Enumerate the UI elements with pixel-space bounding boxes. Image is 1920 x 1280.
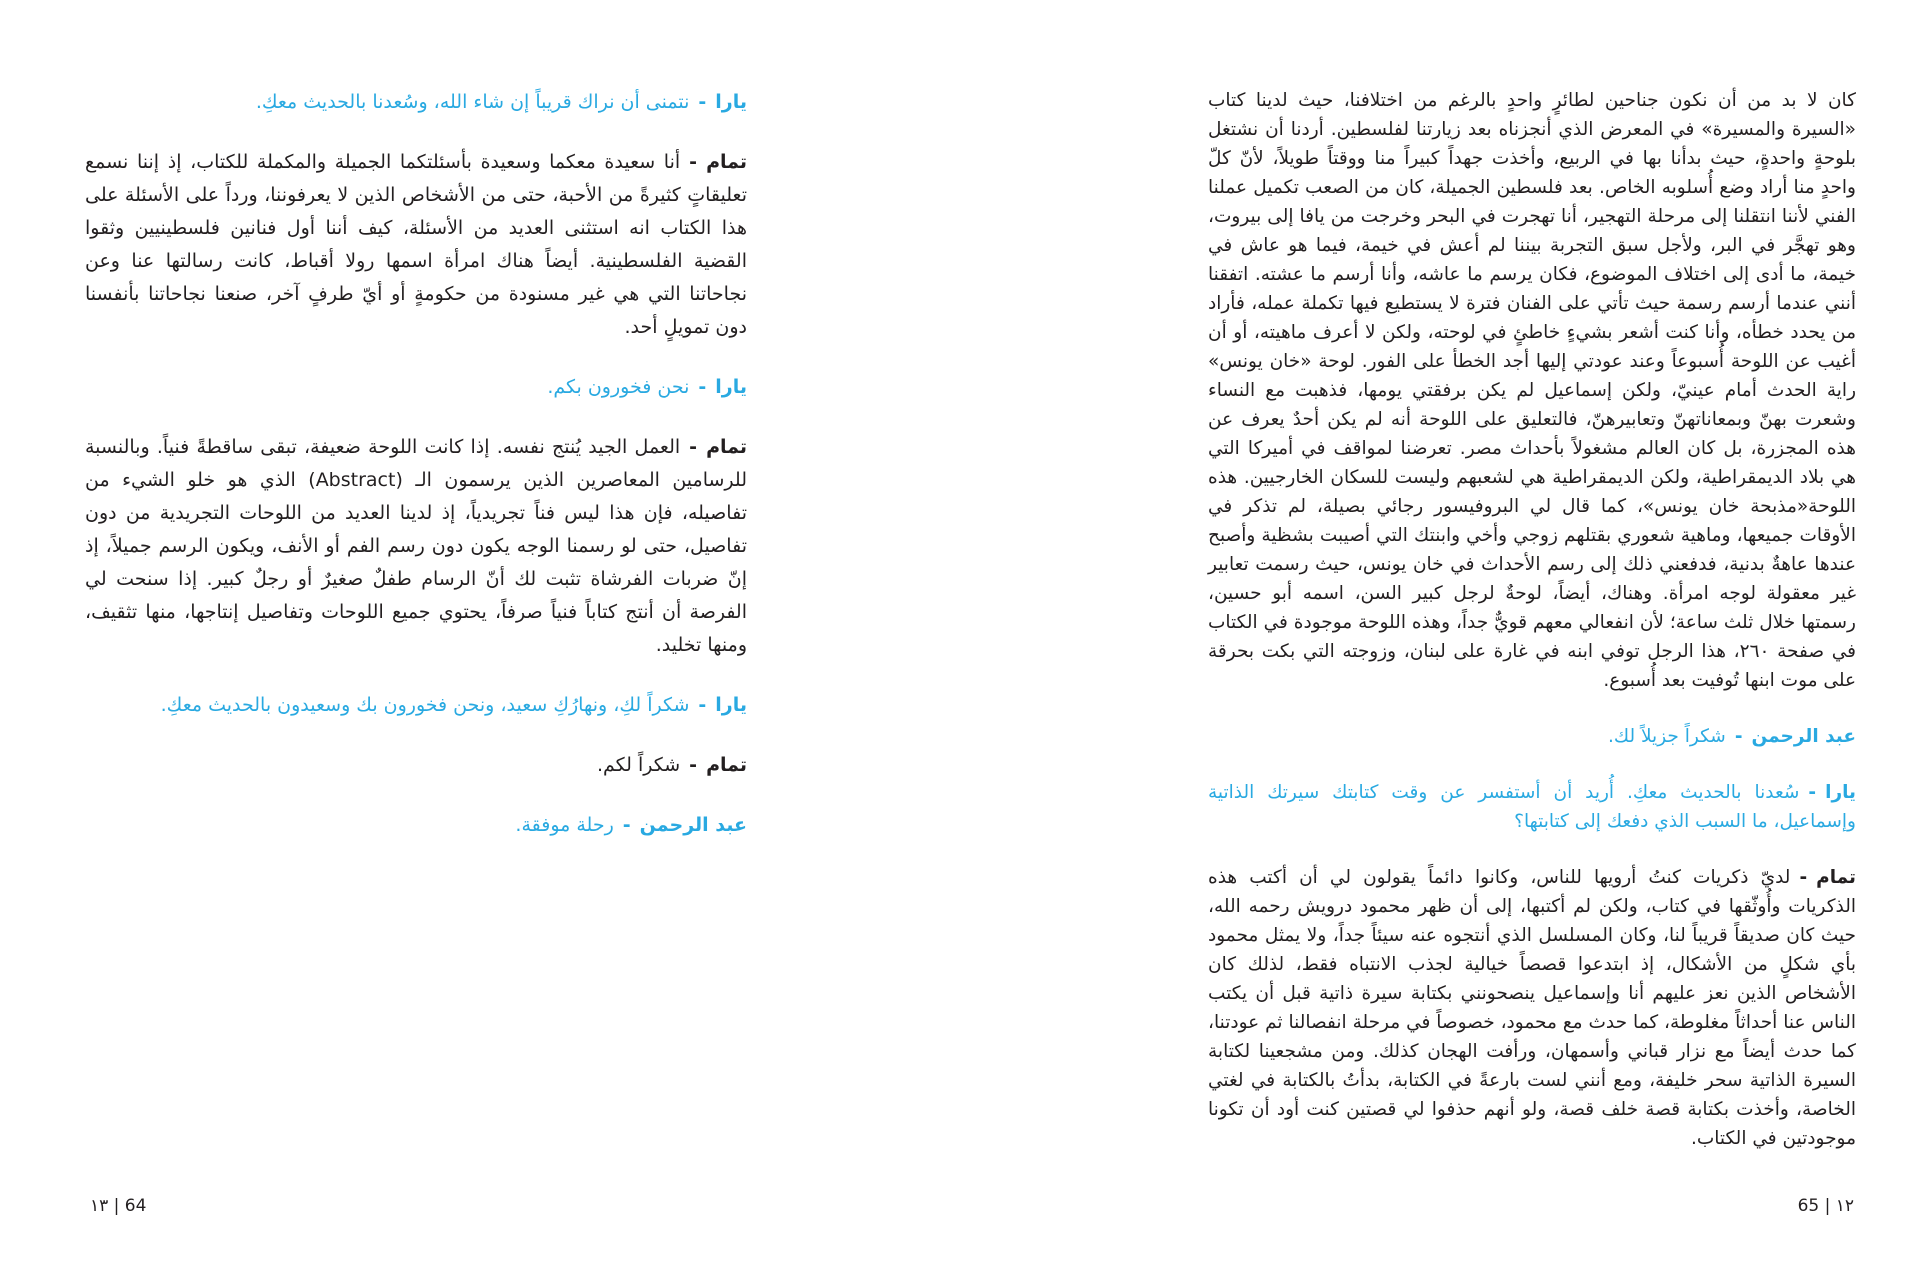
dialogue-text: شكراً جزيلاً لك. — [1608, 726, 1726, 747]
speaker-name: تمام — [1816, 867, 1856, 888]
dialogue-block — [85, 371, 747, 404]
dialogue-text: شكراً لكم. — [596, 754, 681, 776]
speaker-name: عبد الرحمن — [1751, 726, 1856, 747]
dialogue-block — [85, 431, 747, 662]
dialogue-block — [1208, 778, 1856, 836]
speaker-dash: - — [1808, 782, 1817, 803]
speaker-name: تمام — [706, 754, 747, 776]
dialogue-block — [85, 146, 747, 344]
speaker-dash: - — [698, 91, 707, 113]
speaker-dash: - — [698, 694, 707, 716]
speaker-name: يارا — [715, 694, 747, 716]
dialogue-block — [85, 809, 747, 842]
dialogue-text: نتمنى أن نراك قريباً إن شاء الله، وسُعدنا بالحديث معكِ. — [255, 91, 690, 113]
speaker-dash: - — [1799, 867, 1808, 888]
dialogue-block — [85, 86, 747, 119]
speaker-dash: - — [1734, 726, 1743, 747]
right-page-text-column — [1208, 86, 1856, 1180]
speaker-name: تمام — [706, 151, 747, 173]
dialogue-text: لديّ ذكريات كنتُ أرويها للناس، وكانوا دائماً يقولون لي أن أكتب هذه الذكريات وأُوثّقها في كتاب، ولكن لم أكتبها، إلى أن ظهر محمود درويش رحمه الله، حيث كان صديقاً قريباً لنا، وكان المسلسل الذي أنتجوه عنه سيئاً جداً، ولا يمثل محمود بأي شكلٍ من الأشكال، إذ ابتدعوا قصصاً خيالية لجذب الانتباه فقط، لذلك كان الأشخاص الذين نعز عليهم أنا وإسماعيل ينصحونني بكتابة سيرة ذاتية قبل أن يكتب الناس عنا أحداثاً مغلوطة، كما حدث مع محمود، خصوصاً في مرحلة انفصالنا ثم عودتنا، كما حدث أيضاً مع نزار قباني وأسمهان، ورأفت الهجان كذلك. ومن مشجعينا لكتابة السيرة الذاتية سحر خليفة، ومع أنني لست بارعةً في الكتابة، بدأتُ بالكتابة في لغتي الخاصة، وأخذت بكتابة قصة خلف قصة، ولو أنهم حذفوا لي قصتين كنت أود أن تكونا موجودتين في الكتاب. — [1208, 867, 1856, 1149]
dialogue-text: رحلة موفقة. — [515, 814, 614, 836]
right-page-number: 65 | ١٢ — [1797, 1196, 1854, 1216]
speaker-dash: - — [622, 814, 631, 836]
speaker-name: تمام — [706, 436, 747, 458]
left-page-number: ١٣ | 64 — [90, 1196, 147, 1216]
dialogue-block — [1208, 722, 1856, 751]
speaker-dash: - — [698, 376, 707, 398]
dialogue-text: نحن فخورون بكم. — [547, 376, 690, 398]
dialogue-block — [1208, 863, 1856, 1153]
dialogue-text: شكراً لكِ، ونهارُكِ سعيد، ونحن فخورون بك وسعيدون بالحديث معكِ. — [160, 694, 690, 716]
left-page-text-column — [85, 86, 747, 869]
speaker-dash: - — [689, 436, 698, 458]
dialogue-text: كان لا بد من أن نكون جناحين لطائرٍ واحدٍ بالرغم من اختلافنا، حيث لدينا كتاب «السيرة والمسيرة» في المعرض الذي أنجزناه بعد زيارتنا لفلسطين. أردنا أن نشتغل بلوحةٍ واحدةٍ، حيث بدأنا بها في الربيع، وأخذت جهداً كبيراً منا ووقتاً طويلاً، لأنّ كلّ واحدٍ منا أراد وضع أُسلوبه الخاص. بعد فلسطين الجميلة، كان من الصعب تكميل عملنا الفني لأننا انتقلنا إلى مرحلة التهجير، أنا تهجرت في البحر وخرجت من يافا إلى بيروت، وهو تهجَّر في البر، ولأجل سبق التجربة بيننا لم أعش في خيمة، فيما هو عاش في خيمة، ما أدى إلى اختلاف الموضوع، فكان يرسم ما عاشه، وأنا أرسم ما عشته. اتفقنا أنني عندما أرسم رسمة حيث تأتي على الفنان فترة لا يستطيع فيها تكملة عمله، فأراد من يحدد خطأه، وأنا كنت أشعر بشيءٍ خاطئٍ في لوحته، ولكن لا أعرف ماهيته، أو أن أغيب عن اللوحة أُسبوعاً وعند عودتي إليها أجد الخطأ على الفور. لوحة «خان يونس» راية الحدث أمام عينيّ، ولكن إسماعيل لم يكن برفقتي يومها، فذهبت مع النساء وشعرت بهنّ وبمعاناتهنّ وتعابيرهنّ، فالتعليق على اللوحة أنه لم يكن أحدٌ يعرف عن هذه المجزرة، بل كان العالم مشغولاً بأحداث مصر. تعرضنا لمواقف في أميركا التي هي بلاد الديمقراطية، ولكن الديمقراطية هي لشعبهم وليست للسكان الخارجيين. هذه اللوحة«مذبحة خان يونس»، كما قال لي البروفيسور رجائي بصيلة، لم تذكر في الأوقات جميعها، وماهية شعوري بقتلهم زوجي وأخي وابنتك التي أصيبت بشظية وأصبح عندها عاهةٌ بدنية، فدفعني ذلك إلى رسم الأحداث في خان يونس، حيث رسمت تعابير غير معقولة لوجه امرأة. وهناك، أيضاً، لوحةٌ لرجل كبير السن، اسمه أبو حسين، رسمتها خلال ثلث ساعة؛ لأن انفعالي معهم قويٌّ جداً، وهذه اللوحة موجودة في الكتاب في صفحة ٢٦٠، هذا الرجل توفي ابنه في غارة على لبنان، وزوجته التي بكت بحرقة على موت ابنها تُوفيت بعد أُسبوع. — [1208, 90, 1856, 691]
dialogue-text: سُعدنا بالحديث معكِ. أُريد أن أستفسر عن وقت كتابتك سيرتك الذاتية وإسماعيل، ما السبب الذي دفعك إلى كتابتها؟ — [1208, 782, 1856, 832]
dialogue-block — [85, 749, 747, 782]
dialogue-text: العمل الجيد يُنتج نفسه. إذا كانت اللوحة ضعيفة، تبقى ساقطةً فنياً. وبالنسبة للرسامين المعاصرين الذين يرسمون الـ (Abstract) الذي هو خلو الشيء من تفاصيله، فإن هذا ليس فناً تجريدياً، إذ لدينا العديد من اللوحات التجريدية من دون تفاصيل، حتى لو رسمنا الوجه يكون دون رسم الفم أو الأنف، ويكون الرسم جميلاً، إذ إنّ ضربات الفرشاة تثبت لك أنّ الرسام طفلٌ صغيرٌ أو رجلٌ كبير. إذا سنحت لي الفرصة أن أنتج كتاباً فنياً صرفاً، يحتوي جميع اللوحات وتفاصيل إنتاجها، منها تثقيف، ومنها تخليد. — [85, 436, 747, 656]
speaker-name: عبد الرحمن — [639, 814, 747, 836]
speaker-dash: - — [689, 754, 698, 776]
speaker-name: يارا — [715, 376, 747, 398]
dialogue-text: أنا سعيدة معكما وسعيدة بأسئلتكما الجميلة والمكملة للكتاب، إذ إننا نسمع تعليقاتٍ كثيرةً من الأحبة، حتى من الأشخاص الذين لا يعرفوننا، ورداً على الأسئلة على هذا الكتاب انه استثنى العديد من الأسئلة، كيف أننا أول فنانين فلسطينيين وثقوا القضية الفلسطينية. أيضاً هناك امرأة اسمها رولا أقباط، كانت رسالتها عنا وعن نجاحاتنا التي هي غير مسنودة من حكومةٍ أو أيّ طرفٍ آخر، صنعنا نجاحاتنا بأنفسنا دون تمويلٍ أحد. — [85, 151, 747, 338]
continuation-paragraph — [1208, 86, 1856, 695]
speaker-name: يارا — [715, 91, 747, 113]
speaker-dash: - — [689, 151, 698, 173]
speaker-name: يارا — [1825, 782, 1856, 803]
dialogue-block — [85, 689, 747, 722]
